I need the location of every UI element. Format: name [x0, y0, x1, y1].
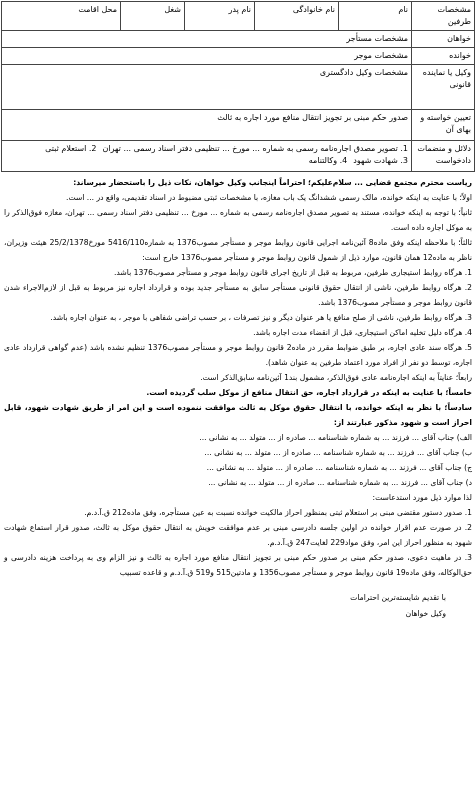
requests-intro: لذا موارد ذیل مورد استدعاست: — [372, 493, 472, 502]
col-father-name: نام پدر — [185, 2, 255, 31]
request-item: 1. صدور دستور مقتضی مبنی بر استعلام ثبتی بمنظور احراز مالکیت خوانده نسبت به عین مستأجره، وفق ماده212 ق.آ.د.م. — [84, 508, 472, 517]
claim-row — [2, 110, 475, 141]
paragraph-third: ثالثاً؛ با ملاحظه اینکه وفق ماده8 آئین‌نامه اجرایی قانون روابط موجر و مستأجر مصوب1376 به شماره5416/110 مورخ25/2/1378 هیئت وزیران، ناظر به ماده12 همان قانون، موارد ذیل از شمول قانون روابط موجر و مستأجر مصوب1376 خارج است: — [4, 238, 472, 262]
claim-value: صدور حکم مبنی بر تجویز انتقال منافع مورد اجاره به ثالث — [2, 110, 412, 141]
petition-header-table — [1, 1, 475, 172]
witness-item: ب) جناب آقای ... فرزند ... به شماره شناسنامه ... صادره از ... متولد ... به نشانی ... — [204, 448, 472, 457]
petition-body — [0, 173, 476, 580]
defendant-label: خوانده — [412, 48, 475, 65]
signature-text: وکیل خواهان — [405, 609, 446, 618]
paragraph-fourth: رابعاً؛ عنایتاً به اینکه اجاره‌نامه عادی فوق‌الذکر، مشمول بند1 آئین‌نامه سابق‌الذکر است. — [200, 373, 472, 382]
attorney-label: وکیل یا نماینده قانونی — [412, 65, 475, 110]
col-residence: محل اقامت — [2, 2, 121, 31]
evidence-item: 2. استعلام ثبتی — [45, 144, 97, 153]
paragraph-fifth: خامساً؛ با عنایت به اینکه در قرارداد اجاره، حق انتقال منافع از موکل سلب گردیده است. — [146, 388, 472, 397]
paragraph-sixth: سادساً؛ با نظر به اینکه خوانده، با انتقال حقوق موکل به ثالث موافقت ننموده است و این امر از طریق شهادت شهود، قابل احراز است و شهود مذکور عبارتند از: — [4, 403, 472, 427]
witness-item: د) جناب آقای ... فرزند ... به شماره شناسنامه ... صادره از ... متولد ... به نشانی ... — [208, 478, 472, 487]
evidence-label: دلائل و منضمات دادخواست — [412, 141, 475, 172]
col-occupation: شغل — [121, 2, 185, 31]
defendant-row — [2, 48, 475, 65]
plaintiff-value: مشخصات مستأجر — [2, 31, 412, 48]
evidence-row — [2, 141, 475, 172]
exclusion-item: 2. هرگاه روابط طرفین، ناشی از انتقال حقوق قانونی مستأجر سابق به مستأجر جدید بوده و قرارداد اجاره نیز مربوط به قبل از لازم‌الاجراء شدن قانون روابط موجر و مستأجر مصوب1376 باشد. — [4, 283, 472, 307]
witness-item: ج) جناب آقای ... فرزند ... به شماره شناسنامه ... صادره از ... متولد ... به نشانی ... — [206, 463, 472, 472]
petition-page — [0, 1, 476, 801]
plaintiff-label: خواهان — [412, 31, 475, 48]
signature-block — [0, 590, 476, 622]
paragraph-first: اولاً؛ با عنایت به اینکه خوانده، مالک رسمی ششدانگ یک باب مغازه، با مشخصات ثبتی مضبوط در اسناد تقدیمی، واقع در ... است. — [66, 193, 472, 202]
exclusion-item: 1. هرگاه روابط استیجاری طرفین، مربوط به قبل از تاریخ اجرای قانون روابط موجر و مستأجر مصوب1376 باشد. — [114, 268, 472, 277]
col-last-name: نام خانوادگی — [255, 2, 339, 31]
col-first-name: نام — [339, 2, 412, 31]
plaintiff-row — [2, 31, 475, 48]
exclusion-item: 3. هرگاه روابط طرفین، ناشی از صلح منافع یا هر عنوان دیگر و نیز تصرفات ، بر حسب تراضی شفاهی با موجر ، به عنوان اجاره باشد. — [50, 313, 472, 322]
parties-label: مشخصات طرفین — [412, 2, 475, 31]
request-item: 2. در صورت عدم اقرار خوانده در اولین جلسه دادرسی مبنی بر عدم موافقت خویش به انتقال حقوق موکل به ثالث، صدور قرار استماع شهادت شهود به منظور احراز این امر، وفق مواد229 لغایت247 ق.آ.د.م. — [4, 523, 472, 547]
claim-label: تعیین خواسته و بهای آن — [412, 110, 475, 141]
evidence-list — [2, 141, 412, 172]
evidence-item: 4. وکالتنامه — [308, 156, 348, 165]
exclusion-item: 4. هرگاه دلیل تخلیه اماکن استیجاری، قبل از انقضاء مدت اجاره باشد. — [253, 328, 472, 337]
salutation: ریاست محترم مجتمع قضایی ... سلام‌علیکم؛ احتراماً اینجانب وکیل خواهان، نکات ذیل را باستحضار میرساند: — [73, 178, 472, 187]
evidence-item: 3. شهادت شهود — [353, 156, 408, 165]
closing-text: با تقدیم شایسته‌ترین احترامات — [350, 593, 446, 602]
request-item: 3. در ماهیت دعوی، صدور حکم مبنی بر صدور حکم مبنی بر تجویز انتقال منافع مورد اجاره به ثالث و نیز الزام وی به پرداخت هزینه دادرسی و حق‌الوکاله، وفق ماده19 قانون روابط موجر و مستأجر مصوب1356 و مادتین515 و519 ق.آ.د.م و قاعده تسبیب — [4, 553, 472, 577]
defendant-value: مشخصات موجر — [2, 48, 412, 65]
exclusion-item: 5. هرگاه سند عادی اجاره، بر طبق ضوابط مقرر در ماده2 قانون روابط موجر و مستأجر مصوب1376 تنظیم نشده باشد (عدم گواهی قرارداد عادی اجاره، توسط دو نفر از افراد مورد اعتماد طرفین به عنوان شاهد). — [4, 343, 473, 367]
parties-row — [2, 2, 475, 31]
witness-item: الف) جناب آقای ... فرزند ... به شماره شناسنامه ... صادره از ... متولد ... به نشانی ... — [199, 433, 472, 442]
attorney-value: مشخصات وکیل دادگستری — [2, 65, 412, 110]
paragraph-second: ثانیاً؛ با توجه به اینکه خوانده، مستند به تصویر مصدق اجاره‌نامه رسمی به شماره ... مورخ ... تنظیمی دفتر اسناد رسمی ... تهران، مغازه فوق‌الذکر را به موکل اجاره داده است. — [4, 208, 472, 232]
attorney-row — [2, 65, 475, 110]
evidence-item: 1. تصویر مصدق اجاره‌نامه رسمی به شماره ... مورخ ... تنظیمی دفتر اسناد رسمی ... تهران — [102, 144, 408, 153]
